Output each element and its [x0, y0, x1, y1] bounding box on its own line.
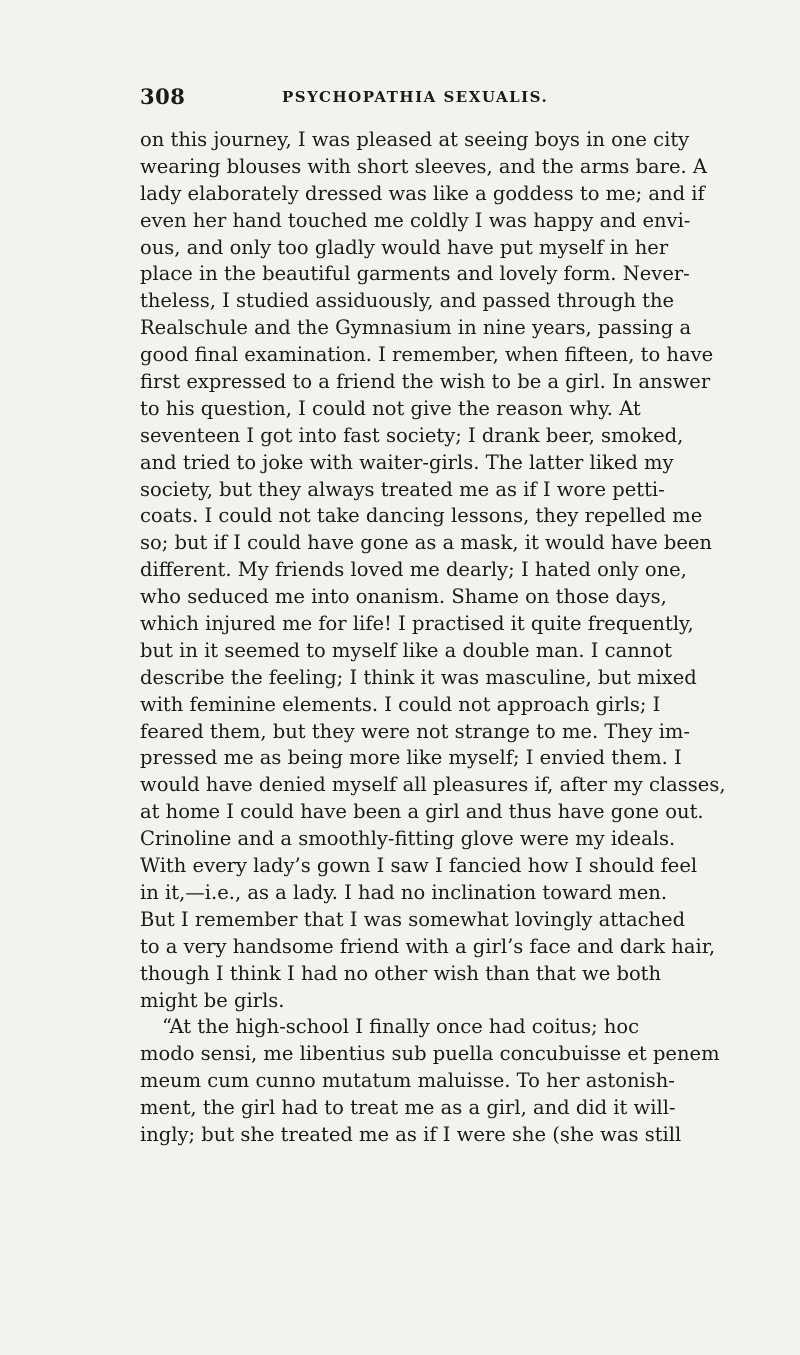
- text-line: at home I could have been a girl and thus have gone out.: [140, 800, 704, 824]
- page-number: 308: [140, 84, 186, 109]
- text-line: though I think I had no other wish than that we both: [140, 961, 662, 985]
- text-line: so; but if I could have gone as a mask, it would have been: [140, 531, 712, 555]
- text-line: different. My friends loved me dearly; I hated only one,: [140, 558, 687, 582]
- text-line: society, but they always treated me as if I wore petti-: [140, 477, 665, 501]
- text-line: With every lady’s gown I saw I fancied how I should feel: [140, 854, 698, 878]
- text-line: theless, I studied assiduously, and passed through the: [140, 289, 675, 313]
- text-line: feared them, but they were not strange to me. They im-: [140, 719, 691, 743]
- text-line: to a very handsome friend with a girl’s face and dark hair,: [140, 934, 716, 958]
- text-line: to his question, I could not give the reason why. At: [140, 396, 641, 420]
- text-line: place in the beautiful garments and lovely form. Never-: [140, 262, 690, 286]
- text-line: ous, and only too gladly would have put myself in her: [140, 235, 669, 259]
- text-line: but in it seemed to myself like a double man. I cannot: [140, 638, 672, 662]
- text-line: even her hand touched me coldly I was happy and envi-: [140, 208, 691, 232]
- text-line: on this journey, I was pleased at seeing boys in one city: [140, 128, 690, 151]
- text-line: ingly; but she treated me as if I were she (she was still: [140, 1122, 682, 1146]
- text-line-paragraph-end: might be girls.: [140, 988, 285, 1012]
- text-line: describe the feeling; I think it was masculine, but mixed: [140, 665, 697, 689]
- page-header: [140, 84, 564, 114]
- text-line: first expressed to a friend the wish to be a girl. In answer: [140, 370, 711, 394]
- text-line: coats. I could not take dancing lessons, they repelled me: [140, 504, 703, 528]
- text-line: and tried to joke with waiter-girls. The latter liked my: [140, 450, 674, 474]
- body-text: [140, 127, 726, 1149]
- text-line: pressed me as being more like myself; I envied them. I: [140, 746, 682, 770]
- text-line: But I remember that I was somewhat lovingly attached: [140, 907, 686, 931]
- text-line: who seduced me into onanism. Shame on those days,: [140, 585, 667, 609]
- text-line-paragraph-start: “At the high-school I finally once had coitus; hoc: [162, 1015, 640, 1039]
- text-line: good final examination. I remember, when fifteen, to have: [140, 343, 714, 367]
- text-line: in it,—i.e., as a lady. I had no inclination toward men.: [140, 880, 668, 904]
- running-head: PSYCHOPATHIA SEXUALIS.: [282, 88, 549, 106]
- text-line: would have denied myself all pleasures if, after my classes,: [140, 773, 726, 797]
- text-line: modo sensi, me libentius sub puella concubuisse et penem: [140, 1042, 720, 1066]
- text-line: with feminine elements. I could not approach girls; I: [140, 692, 661, 716]
- text-line: Crinoline and a smoothly-fitting glove were my ideals.: [140, 827, 676, 851]
- text-line: meum cum cunno mutatum maluisse. To her astonish-: [140, 1069, 675, 1093]
- text-line: seventeen I got into fast society; I drank beer, smoked,: [140, 423, 684, 447]
- text-line: ment, the girl had to treat me as a girl, and did it will-: [140, 1096, 676, 1120]
- text-line: which injured me for life! I practised it quite frequently,: [140, 612, 694, 636]
- text-line: wearing blouses with short sleeves, and the arms bare. A: [140, 154, 707, 178]
- text-line: lady elaborately dressed was like a goddess to me; and if: [140, 181, 705, 205]
- text-line: Realschule and the Gymnasium in nine years, passing a: [140, 316, 692, 340]
